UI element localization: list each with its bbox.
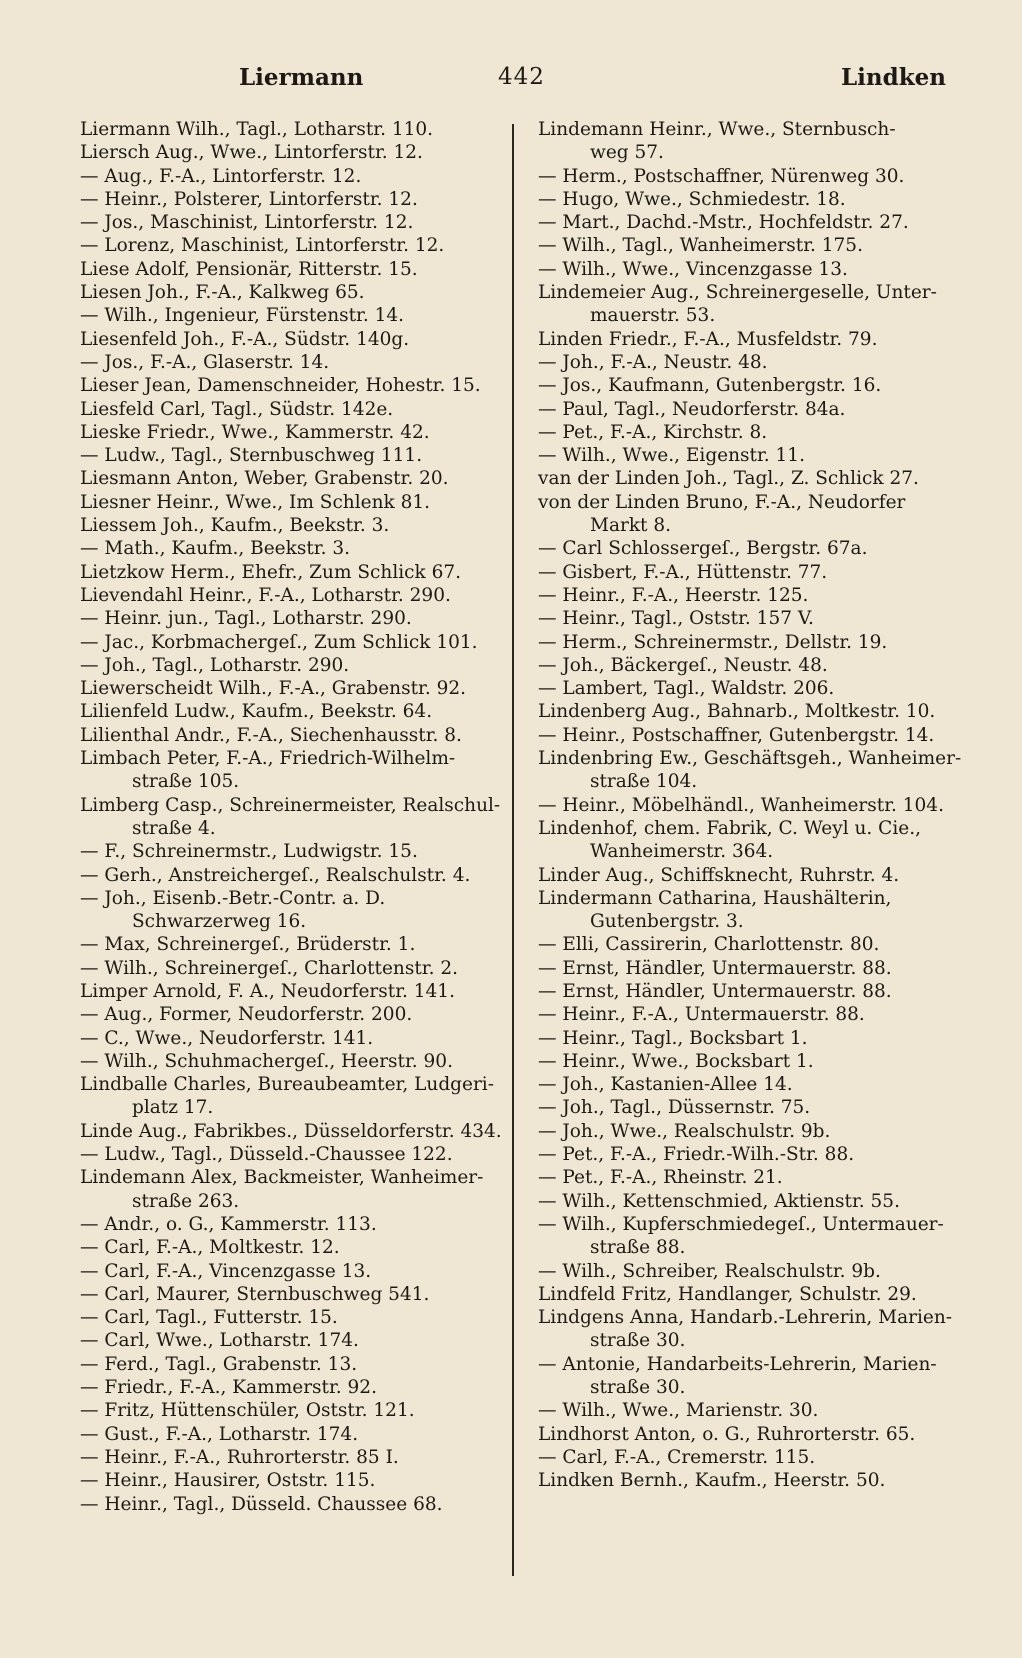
- header-first-name: Liermann: [239, 64, 364, 91]
- directory-entry: — Heinr., Tagl., Oststr. 157 V.: [538, 608, 814, 630]
- directory-entry: — Heinr., Postschaffner, Gutenbergstr. 14.: [538, 724, 935, 746]
- directory-entry: — Fritz, Hüttenschüler, Oststr. 121.: [80, 1400, 415, 1422]
- directory-entry: — Heinr., F.-A., Untermauerstr. 88.: [538, 1004, 865, 1026]
- directory-entry: — Heinr., Wwe., Bocksbart 1.: [538, 1050, 814, 1072]
- directory-entry: — Jos., Maschinist, Lintorferstr. 12.: [80, 212, 414, 234]
- directory-entry: — Wilh., Schreinergeſ., Charlottenstr. 2.: [80, 957, 458, 979]
- directory-entry: — Heinr., Möbelhändl., Wanheimerstr. 104.: [538, 794, 944, 816]
- directory-entry: Liersch Aug., Wwe., Lintorferstr. 12.: [80, 142, 423, 164]
- directory-entry: mauerstr. 53.: [590, 305, 716, 327]
- directory-entry: van der Linden Joh., Tagl., Z. Schlick 27.: [538, 468, 919, 490]
- directory-entry: Lindemann Heinr., Wwe., Sternbusch-: [538, 119, 896, 140]
- directory-entry: — Heinr., Tagl., Bocksbart 1.: [538, 1027, 808, 1049]
- directory-entry: — Friedr., F.-A., Kammerstr. 92.: [80, 1377, 377, 1399]
- directory-entry: straße 88.: [590, 1237, 686, 1259]
- directory-entry: — Carl, Maurer, Sternbuschweg 541.: [80, 1283, 430, 1305]
- directory-entry: — Wilh., Wwe., Eigenstr. 11.: [538, 445, 805, 467]
- directory-entry: Gutenbergstr. 3.: [590, 911, 744, 933]
- directory-entry: Wanheimerstr. 364.: [590, 841, 774, 863]
- directory-entry: Liese Adolf, Pensionär, Ritterstr. 15.: [80, 258, 418, 280]
- directory-entry: — Paul, Tagl., Neudorferstr. 84a.: [538, 398, 846, 420]
- directory-entry: Liermann Wilh., Tagl., Lotharstr. 110.: [80, 119, 434, 140]
- directory-entry: platz 17.: [132, 1097, 214, 1119]
- directory-entry: — Ludw., Tagl., Sternbuschweg 111.: [80, 445, 423, 467]
- directory-entry: Linden Friedr., F.-A., Musfeldstr. 79.: [538, 328, 878, 350]
- directory-entry: — Jos., F.-A., Glaserstr. 14.: [80, 351, 330, 373]
- directory-entry: — Joh., Tagl., Lotharstr. 290.: [80, 654, 350, 676]
- directory-entry: Lindenbring Ew., Geschäftsgeh., Wanheimer-: [538, 748, 962, 770]
- directory-entry: — Carl, Wwe., Lotharstr. 174.: [80, 1330, 359, 1352]
- directory-entry: Liewerscheidt Wilh., F.-A., Grabenstr. 92.: [80, 678, 467, 700]
- directory-entry: — Aug., F.-A., Lintorferstr. 12.: [80, 165, 362, 187]
- directory-entry: — Carl Schlossergeſ., Bergstr. 67a.: [538, 538, 868, 560]
- page-number: 442: [498, 64, 545, 90]
- directory-entry: Limberg Casp., Schreinermeister, Realschul-: [80, 794, 501, 816]
- directory-entry: — Wilh., Ingenieur, Fürstenstr. 14.: [80, 305, 405, 327]
- directory-entry: Lindemeier Aug., Schreinergeselle, Unter-: [538, 282, 937, 304]
- directory-entry: — Hugo, Wwe., Schmiedestr. 18.: [538, 188, 846, 210]
- directory-entry: — Wilh., Wwe., Vincenzgasse 13.: [538, 258, 848, 280]
- directory-entry: — Herm., Schreinermstr., Dellstr. 19.: [538, 631, 888, 653]
- directory-entry: — Ferd., Tagl., Grabenstr. 13.: [80, 1353, 358, 1375]
- directory-entry: Linder Aug., Schiffsknecht, Ruhrstr. 4.: [538, 864, 900, 886]
- directory-entry: — Aug., Former, Neudorferstr. 200.: [80, 1004, 413, 1026]
- directory-entry: — Gerh., Anstreichergeſ., Realschulstr. 4.: [80, 864, 471, 886]
- directory-entry: — Jos., Kaufmann, Gutenbergstr. 16.: [538, 375, 882, 397]
- directory-entry: — Joh., Bäckergeſ., Neustr. 48.: [538, 654, 828, 676]
- directory-entry: Lieser Jean, Damenschneider, Hohestr. 15.: [80, 375, 481, 397]
- directory-entry: Limbach Peter, F.-A., Friedrich-Wilhelm-: [80, 748, 456, 770]
- directory-entry: — Antonie, Handarbeits-Lehrerin, Marien-: [538, 1353, 937, 1375]
- directory-entry: Lieske Friedr., Wwe., Kammerstr. 42.: [80, 421, 430, 443]
- directory-entry: — Joh., Kastanien-Allee 14.: [538, 1074, 793, 1096]
- directory-entry: Liesenfeld Joh., F.-A., Südstr. 140g.: [80, 328, 410, 350]
- directory-entry: — Joh., Tagl., Düssernstr. 75.: [538, 1097, 811, 1119]
- directory-entry: Liesfeld Carl, Tagl., Südstr. 142e.: [80, 398, 394, 420]
- directory-entry: — Ernst, Händler, Untermauerstr. 88.: [538, 980, 892, 1002]
- directory-entry: straße 30.: [590, 1377, 686, 1399]
- directory-entry: — Wilh., Schuhmachergeſ., Heerstr. 90.: [80, 1050, 453, 1072]
- directory-entry: — Wilh., Kettenschmied, Aktienstr. 55.: [538, 1190, 900, 1212]
- directory-entry: Lindgens Anna, Handarb.-Lehrerin, Marien-: [538, 1307, 953, 1329]
- directory-entry: — Pet., F.-A., Kirchstr. 8.: [538, 421, 768, 443]
- directory-entry: — Ernst, Händler, Untermauerstr. 88.: [538, 957, 892, 979]
- directory-entry: — C., Wwe., Neudorferstr. 141.: [80, 1027, 374, 1049]
- directory-entry: — Heinr., Hausirer, Oststr. 115.: [80, 1470, 376, 1492]
- directory-entry: Liessem Joh., Kaufm., Beekstr. 3.: [80, 515, 390, 537]
- directory-entry: Lindenberg Aug., Bahnarb., Moltkestr. 10.: [538, 701, 936, 723]
- directory-entry: — Jac., Korbmachergeſ., Zum Schlick 101.: [80, 631, 478, 653]
- directory-entry: — Herm., Postschaffner, Nürenweg 30.: [538, 165, 905, 187]
- directory-entry: — Heinr., F.-A., Ruhrorterstr. 85 I.: [80, 1446, 399, 1468]
- directory-entry: Lindenhof, chem. Fabrik, C. Weyl u. Cie.,: [538, 817, 921, 839]
- directory-entry: — Pet., F.-A., Friedr.-Wilh.-Str. 88.: [538, 1144, 855, 1166]
- directory-entry: — Carl, F.-A., Vincenzgasse 13.: [80, 1260, 372, 1282]
- directory-entry: — Wilh., Schreiber, Realschulstr. 9b.: [538, 1260, 881, 1282]
- directory-entry: Lindemann Alex, Backmeister, Wanheimer-: [80, 1167, 484, 1189]
- directory-entry: — Gust., F.-A., Lotharstr. 174.: [80, 1423, 359, 1445]
- directory-entry: straße 105.: [132, 771, 240, 793]
- directory-entry: — Mart., Dachd.-Mstr., Hochfeldstr. 27.: [538, 212, 909, 234]
- directory-entry: — Joh., Wwe., Realschulstr. 9b.: [538, 1120, 831, 1142]
- directory-entry: Lindken Bernh., Kaufm., Heerstr. 50.: [538, 1470, 886, 1492]
- page-header: [76, 64, 966, 100]
- directory-entry: weg 57.: [590, 142, 664, 164]
- directory-entry: straße 104.: [590, 771, 698, 793]
- directory-entry: Markt 8.: [590, 515, 671, 537]
- directory-entry: Lindhorst Anton, o. G., Ruhrorterstr. 65.: [538, 1423, 916, 1445]
- directory-entry: — Wilh., Kupferschmiedegeſ., Untermauer-: [538, 1213, 944, 1235]
- directory-entry: — F., Schreinermstr., Ludwigstr. 15.: [80, 841, 418, 863]
- directory-entry: — Heinr., Tagl., Düsseld. Chaussee 68.: [80, 1493, 443, 1515]
- directory-entry: — Heinr. jun., Tagl., Lotharstr. 290.: [80, 608, 412, 630]
- directory-entry: straße 30.: [590, 1330, 686, 1352]
- directory-entry: — Joh., Eisenb.-Betr.-Contr. a. D.: [80, 887, 386, 909]
- directory-entry: — Carl, F.-A., Moltkestr. 12.: [80, 1237, 340, 1259]
- directory-entry: Liesen Joh., F.-A., Kalkweg 65.: [80, 282, 365, 304]
- directory-entry: Lilienfeld Ludw., Kaufm., Beekstr. 64.: [80, 701, 433, 723]
- directory-entry: — Andr., o. G., Kammerstr. 113.: [80, 1213, 377, 1235]
- directory-entry: Limper Arnold, F. A., Neudorferstr. 141.: [80, 980, 455, 1002]
- directory-entry: — Math., Kaufm., Beekstr. 3.: [80, 538, 350, 560]
- directory-entry: — Carl, Tagl., Futterstr. 15.: [80, 1307, 338, 1329]
- directory-entry: — Ludw., Tagl., Düsseld.-Chaussee 122.: [80, 1144, 453, 1166]
- directory-entry: straße 4.: [132, 817, 216, 839]
- directory-entry: straße 263.: [132, 1190, 240, 1212]
- directory-entry: Lilienthal Andr., F.-A., Siechenhausstr. 8.: [80, 724, 462, 746]
- directory-entry: — Carl, F.-A., Cremerstr. 115.: [538, 1446, 816, 1468]
- directory-entry: Schwarzerweg 16.: [132, 911, 307, 933]
- directory-entry: Lindermann Catharina, Haushälterin,: [538, 887, 892, 909]
- column-divider: [512, 124, 514, 1576]
- directory-entry: — Max, Schreinergeſ., Brüderstr. 1.: [80, 934, 416, 956]
- directory-entry: Liesmann Anton, Weber, Grabenstr. 20.: [80, 468, 449, 490]
- directory-entry: Linde Aug., Fabrikbes., Düsseldorferstr. 434.: [80, 1120, 502, 1142]
- right-column: [538, 118, 968, 1493]
- directory-entry: — Wilh., Tagl., Wanheimerstr. 175.: [538, 235, 863, 257]
- directory-entry: — Joh., F.-A., Neustr. 48.: [538, 351, 768, 373]
- directory-entry: — Lorenz, Maschinist, Lintorferstr. 12.: [80, 235, 445, 257]
- directory-entry: Lindballe Charles, Bureaubeamter, Ludgeri-: [80, 1074, 494, 1096]
- directory-entry: von der Linden Bruno, F.-A., Neudorfer: [538, 491, 906, 513]
- left-column: [80, 118, 502, 1516]
- directory-entry: Lievendahl Heinr., F.-A., Lotharstr. 290.: [80, 584, 451, 606]
- directory-entry: — Wilh., Wwe., Marienstr. 30.: [538, 1400, 819, 1422]
- directory-entry: Liesner Heinr., Wwe., Im Schlenk 81.: [80, 491, 431, 513]
- directory-entry: — Heinr., F.-A., Heerstr. 125.: [538, 584, 809, 606]
- directory-entry: Lietzkow Herm., Ehefr., Zum Schlick 67.: [80, 561, 462, 583]
- header-last-name: Lindken: [840, 64, 946, 91]
- directory-entry: — Lambert, Tagl., Waldstr. 206.: [538, 678, 835, 700]
- directory-entry: — Pet., F.-A., Rheinstr. 21.: [538, 1167, 783, 1189]
- directory-entry: — Heinr., Polsterer, Lintorferstr. 12.: [80, 188, 418, 210]
- directory-entry: — Elli, Cassirerin, Charlottenstr. 80.: [538, 934, 880, 956]
- directory-entry: — Gisbert, F.-A., Hüttenstr. 77.: [538, 561, 828, 583]
- directory-entry: Lindfeld Fritz, Handlanger, Schulstr. 29.: [538, 1283, 917, 1305]
